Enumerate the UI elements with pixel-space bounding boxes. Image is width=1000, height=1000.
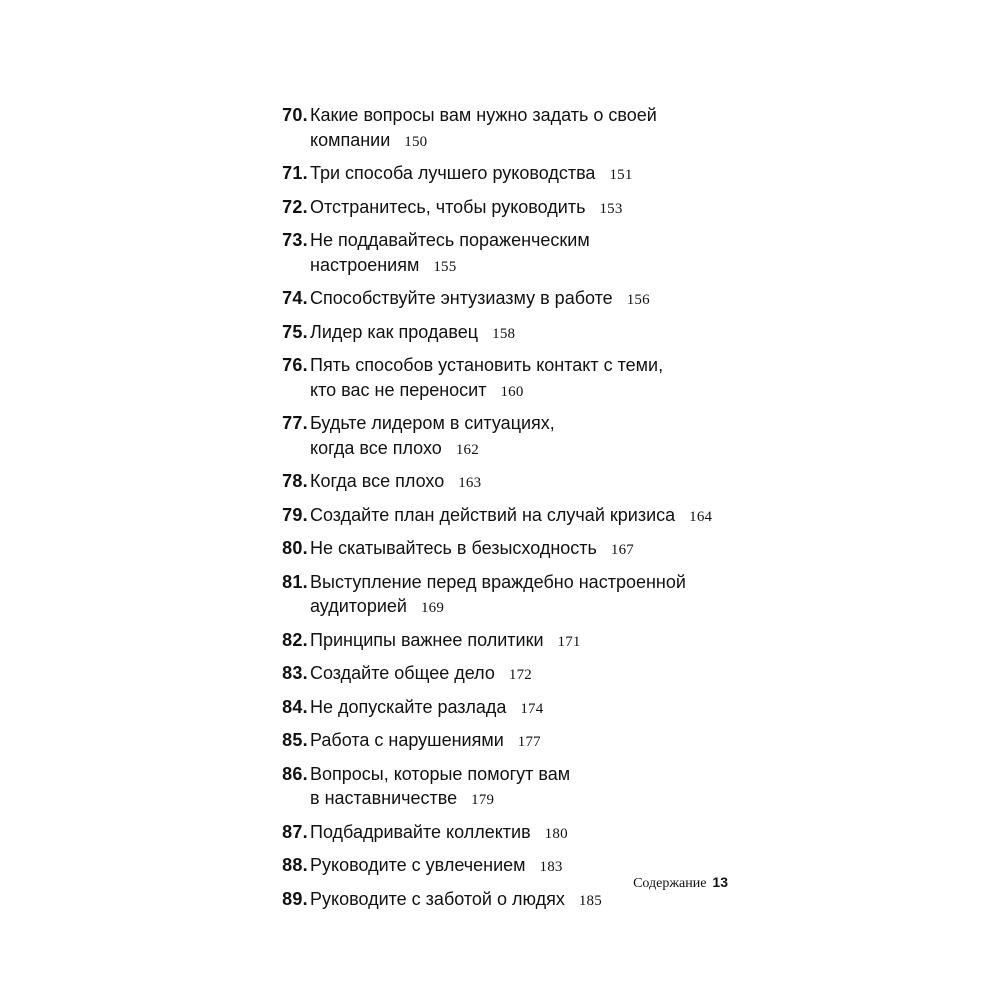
entry-text xyxy=(310,628,722,655)
entry-number: 86. xyxy=(282,763,308,784)
toc-entry xyxy=(262,820,722,847)
entry-text xyxy=(310,320,722,347)
entry-text xyxy=(310,661,722,688)
entry-text xyxy=(310,570,722,621)
entry-title: Принципы важнее политики xyxy=(310,629,544,650)
entry-title: Не поддавайтесь пораженческим настроениям xyxy=(310,230,590,275)
entry-title: Три способа лучшего руководства xyxy=(310,163,596,183)
entry-number: 87. xyxy=(282,821,308,842)
entry-number: 83. xyxy=(282,663,308,683)
table-of-contents xyxy=(262,103,722,920)
toc-entry xyxy=(262,570,722,621)
entry-page: 151 xyxy=(609,167,633,183)
entry-text xyxy=(310,228,722,279)
toc-entry xyxy=(262,228,722,279)
entry-number: 74. xyxy=(282,288,308,308)
entry-number: 75. xyxy=(282,321,308,342)
entry-text xyxy=(310,503,722,530)
entry-number: 73. xyxy=(282,230,308,250)
entry-page: 177 xyxy=(517,734,541,750)
entry-text xyxy=(310,353,722,404)
entry-page: 185 xyxy=(578,892,602,909)
toc-entry xyxy=(262,161,722,188)
entry-text xyxy=(310,695,722,722)
entry-text xyxy=(310,411,722,462)
entry-number: 89. xyxy=(282,888,308,909)
entry-page: 158 xyxy=(492,325,516,342)
entry-number: 85. xyxy=(282,730,308,750)
entry-page: 160 xyxy=(500,383,524,400)
toc-entry xyxy=(262,503,722,530)
entry-number: 81. xyxy=(282,571,308,592)
entry-page: 172 xyxy=(508,667,532,683)
entry-text xyxy=(310,820,722,847)
toc-entry xyxy=(262,286,722,313)
entry-number: 77. xyxy=(282,413,308,433)
entry-page: 169 xyxy=(420,600,445,616)
entry-text xyxy=(310,762,722,813)
entry-title: Выступление перед враждебно настроенной аудиторией xyxy=(310,571,686,616)
entry-page: 163 xyxy=(458,475,482,491)
entry-text xyxy=(310,103,722,154)
entry-text xyxy=(310,469,722,496)
entry-title: Руководите с увлечением xyxy=(310,855,526,875)
toc-entry xyxy=(262,469,722,496)
entry-page: 153 xyxy=(599,200,623,217)
entry-text xyxy=(310,728,722,755)
toc-entry xyxy=(262,353,722,404)
entry-page: 180 xyxy=(544,825,568,842)
entry-text xyxy=(310,161,722,188)
toc-entry xyxy=(262,762,722,813)
toc-entry xyxy=(262,628,722,655)
entry-number: 84. xyxy=(282,696,308,717)
entry-title: Вопросы, которые помогут вам в наставничестве xyxy=(310,763,571,808)
entry-number: 72. xyxy=(282,196,308,217)
entry-title: Лидер как продавец xyxy=(310,321,479,342)
entry-number: 80. xyxy=(282,538,308,558)
entry-title: Создайте общее дело xyxy=(310,663,495,683)
entry-number: 78. xyxy=(282,471,308,491)
entry-page: 174 xyxy=(520,700,544,717)
toc-entry xyxy=(262,728,722,755)
entry-page: 167 xyxy=(610,542,635,558)
entry-number: 76. xyxy=(282,355,308,375)
entry-page: 179 xyxy=(471,792,495,808)
entry-number: 71. xyxy=(282,163,308,183)
entry-page: 162 xyxy=(455,441,479,458)
entry-page: 150 xyxy=(404,133,428,150)
toc-entry xyxy=(262,195,722,222)
toc-entry xyxy=(262,320,722,347)
page-footer xyxy=(633,872,728,894)
entry-title: Создайте план действий на случай кризиса xyxy=(310,504,676,525)
entry-title: Пять способов установить контакт с теми, кто вас не переносит xyxy=(310,355,664,400)
entry-text xyxy=(310,195,722,222)
entry-number: 70. xyxy=(282,105,308,125)
entry-page: 183 xyxy=(539,859,563,875)
toc-entry xyxy=(262,661,722,688)
toc-entry xyxy=(262,411,722,462)
entry-title: Подбадривайте коллектив xyxy=(310,821,531,842)
entry-title: Руководите с заботой о людях xyxy=(310,888,565,909)
entry-number: 88. xyxy=(282,855,308,875)
entry-number: 79. xyxy=(282,504,308,525)
entry-page: 156 xyxy=(626,292,650,308)
entry-title: Работа с нарушениями xyxy=(310,730,504,750)
entry-title: Отстранитесь, чтобы руководить xyxy=(310,196,586,217)
running-footer-label: Содержание xyxy=(633,876,707,891)
entry-page: 155 xyxy=(433,258,457,275)
entry-title: Не скатывайтесь в безысходность xyxy=(310,538,597,558)
entry-title: Способствуйте энтузиазму в работе xyxy=(310,288,613,308)
page-number: 13 xyxy=(712,874,728,890)
toc-entry xyxy=(262,536,722,563)
entry-title: Не допускайте разлада xyxy=(310,696,507,717)
entry-title: Будьте лидером в ситуациях, когда все плохо xyxy=(310,413,555,458)
entry-number: 82. xyxy=(282,629,308,650)
toc-entry xyxy=(262,695,722,722)
entry-title: Когда все плохо xyxy=(310,471,445,491)
toc-entry xyxy=(262,103,722,154)
entry-text xyxy=(310,286,722,313)
entry-page: 164 xyxy=(689,508,713,525)
entry-title: Какие вопросы вам нужно задать о своей компании xyxy=(310,105,657,150)
entry-page: 171 xyxy=(557,633,581,650)
entry-text xyxy=(310,536,722,563)
